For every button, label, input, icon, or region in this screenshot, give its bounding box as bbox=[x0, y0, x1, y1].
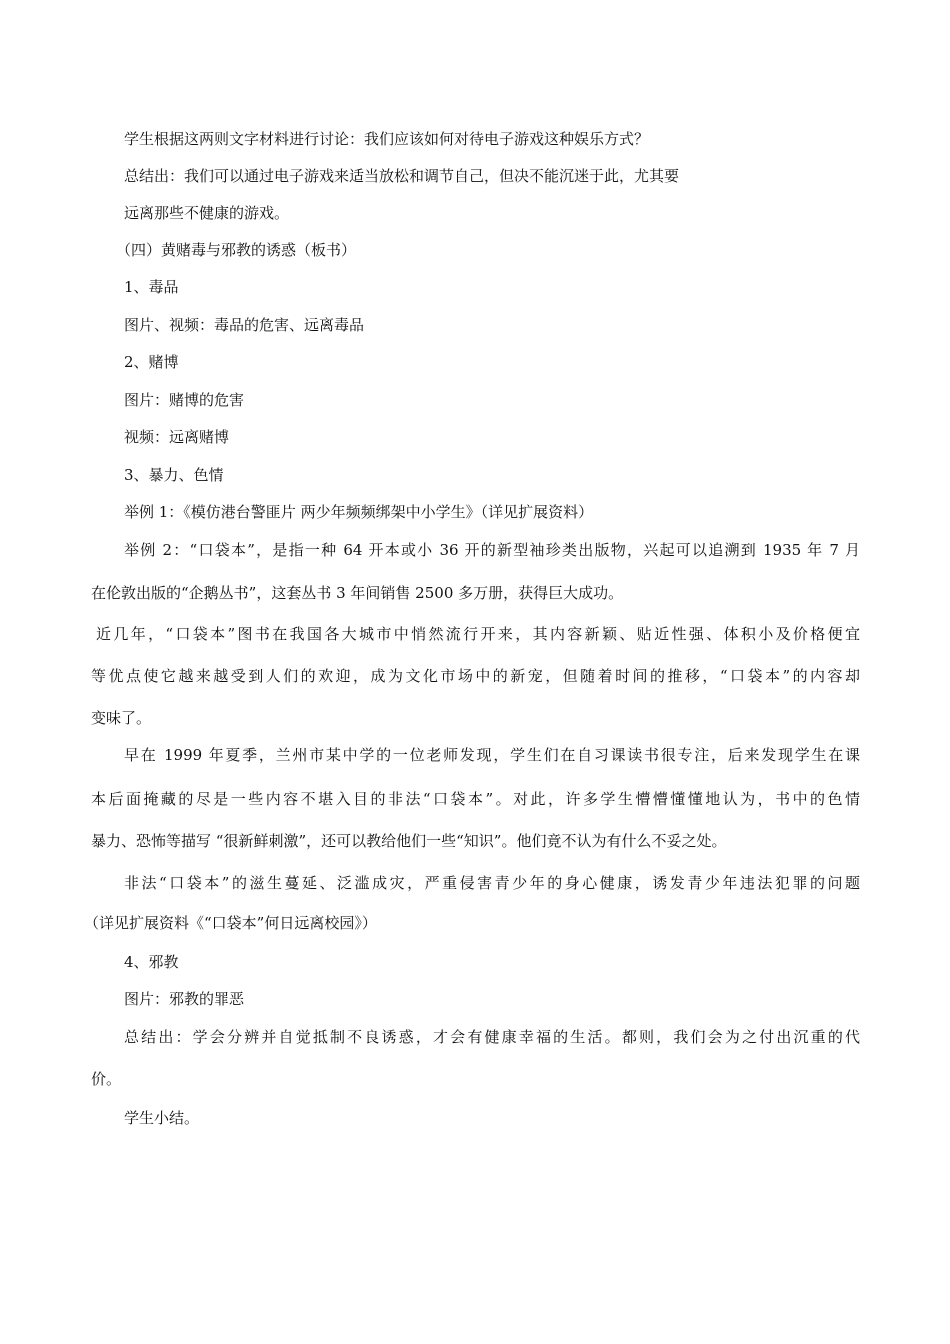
paragraph-line: 近几年，“口袋本”图书在我国各大城市中悄然流行开来，其内容新颖、贴近性强、体积小及价格便宜 bbox=[96, 625, 860, 643]
paragraph-line: 等优点使它越来越受到人们的欢迎，成为文化市场中的新宠，但随着时间的推移，“口袋本”的内容却 bbox=[91, 667, 860, 685]
paragraph-line: 图片：邪教的罪恶 bbox=[124, 990, 245, 1008]
list-heading: 3、暴力、色情 bbox=[124, 466, 224, 484]
paragraph-line: 暴力、恐怖等描写 “很新鲜刺激”，还可以教给他们一些“知识”。他们竟不认为有什么不妥之处。 bbox=[91, 832, 727, 850]
paragraph-line: 举例 1：《模仿港台警匪片 两少年频频绑架中小学生》（详见扩展资料） bbox=[124, 503, 594, 521]
paragraph-line: （详见扩展资料《“口袋本”何日远离校园》） bbox=[84, 914, 377, 932]
paragraph-line: 图片：赌博的危害 bbox=[124, 391, 245, 409]
paragraph-line: 早在 1999 年夏季，兰州市某中学的一位老师发现，学生们在自习课读书很专注，后来发现学生在课 bbox=[124, 746, 860, 764]
paragraph-line: 总结出：学会分辨并自觉抵制不良诱惑，才会有健康幸福的生活。都则，我们会为之付出沉重的代 bbox=[124, 1028, 860, 1046]
paragraph-line: 学生根据这两则文字材料进行讨论：我们应该如何对待电子游戏这种娱乐方式？ bbox=[124, 130, 650, 148]
paragraph-line: 远离那些不健康的游戏。 bbox=[124, 204, 290, 222]
paragraph-line: 价。 bbox=[91, 1070, 122, 1088]
paragraph-line: 学生小结。 bbox=[124, 1109, 200, 1127]
list-heading: 1、毒品 bbox=[124, 278, 179, 296]
paragraph-line: 本后面掩藏的尽是一些内容不堪入目的非法“口袋本”。对此，许多学生懵懵懂懂地认为，书中的色情 bbox=[91, 790, 860, 808]
list-heading: 2、赌博 bbox=[124, 353, 179, 371]
list-heading: 4、邪教 bbox=[124, 953, 179, 971]
paragraph-line: 视频：远离赌博 bbox=[124, 428, 230, 446]
paragraph-line: 举例 2：“口袋本”，是指一种 64 开本或小 36 开的新型袖珍类出版物，兴起可以追溯到 1935 年 7 月 bbox=[124, 541, 860, 559]
paragraph-line: 非法“口袋本”的滋生蔓延、泛滥成灾，严重侵害青少年的身心健康，诱发青少年违法犯罪的问题 bbox=[124, 874, 860, 892]
paragraph-line: 总结出：我们可以通过电子游戏来适当放松和调节自己，但决不能沉迷于此，尤其要 bbox=[124, 167, 680, 185]
section-heading: （四）黄赌毒与邪教的诱惑（板书） bbox=[116, 241, 357, 259]
paragraph-line: 图片、视频：毒品的危害、远离毒品 bbox=[124, 316, 365, 334]
paragraph-line: 变味了。 bbox=[91, 709, 152, 727]
paragraph-line: 在伦敦出版的“企鹅丛书”，这套丛书 3 年间销售 2500 多万册，获得巨大成功。 bbox=[91, 584, 624, 602]
